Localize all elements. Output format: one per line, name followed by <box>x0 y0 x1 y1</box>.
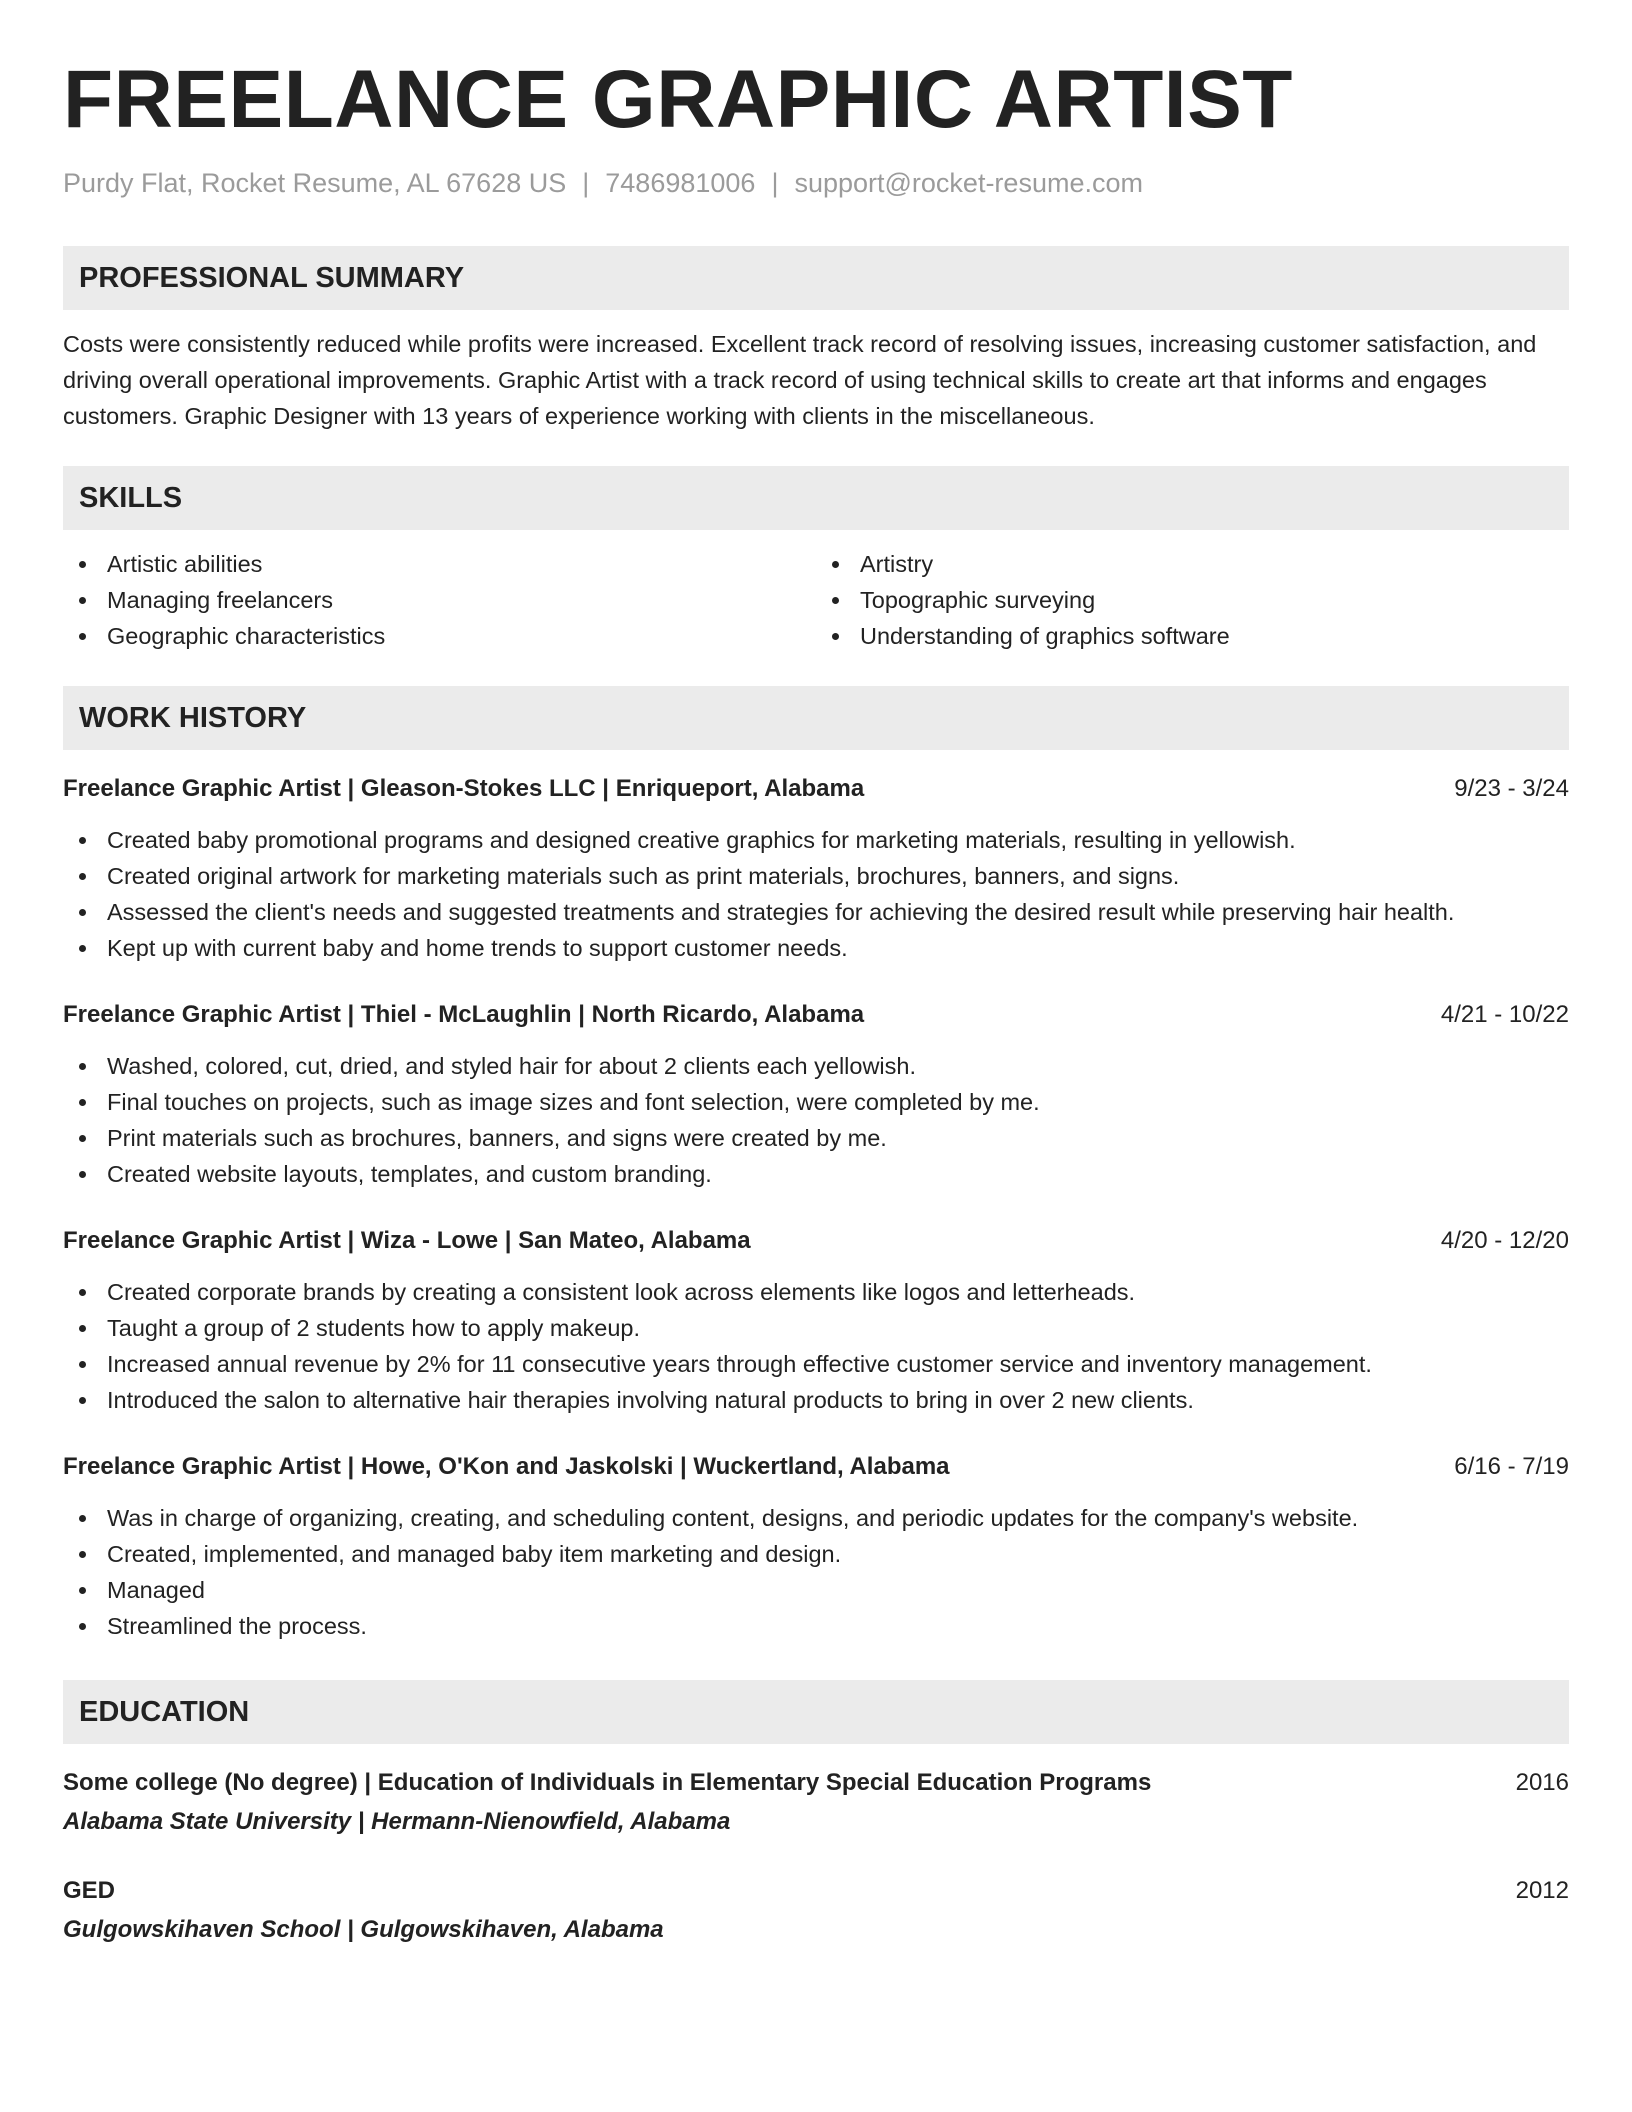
job-dates: 4/21 - 10/22 <box>1440 1001 1569 1028</box>
skills-column-right <box>816 546 1569 654</box>
job-title: Freelance Graphic Artist | Thiel - McLaughlin | North Ricardo, Alabama <box>63 1001 865 1028</box>
job-header <box>63 772 1569 806</box>
education-year: 2012 <box>1515 1877 1569 1904</box>
job-bullet: Managed <box>63 1572 1569 1608</box>
skills-column-left <box>63 546 816 654</box>
job-dates: 6/16 - 7/19 <box>1454 1453 1569 1480</box>
education-school: Gulgowskihaven School | Gulgowskihaven, Alabama <box>63 1916 664 1943</box>
skill-item: Artistry <box>816 546 1569 582</box>
education-year: 2016 <box>1515 1769 1569 1796</box>
section-header-work-history: WORK HISTORY <box>63 686 1569 750</box>
job-title: Freelance Graphic Artist | Gleason-Stokes LLC | Enriqueport, Alabama <box>63 775 865 802</box>
job-bullet: Streamlined the process. <box>63 1608 1569 1644</box>
job-title: Freelance Graphic Artist | Howe, O'Kon and Jaskolski | Wuckertland, Alabama <box>63 1453 950 1480</box>
job-bullet: Created original artwork for marketing materials such as print materials, brochures, banners, and signs. <box>63 858 1569 894</box>
skill-item: Topographic surveying <box>816 582 1569 618</box>
skill-item: Geographic characteristics <box>63 618 816 654</box>
job-dates: 4/20 - 12/20 <box>1440 1227 1569 1254</box>
skill-item: Managing freelancers <box>63 582 816 618</box>
job-bullet: Created, implemented, and managed baby item marketing and design. <box>63 1536 1569 1572</box>
contact-phone: 7486981006 <box>605 168 756 198</box>
education-degree: GED <box>63 1877 116 1904</box>
job-dates: 9/23 - 3/24 <box>1454 775 1569 802</box>
job-title: Freelance Graphic Artist | Wiza - Lowe | San Mateo, Alabama <box>63 1227 751 1254</box>
education-degree: Some college (No degree) | Education of Individuals in Elementary Special Education Programs <box>63 1769 1152 1796</box>
education-header <box>63 1874 1569 1908</box>
job-bullet: Was in charge of organizing, creating, and scheduling content, designs, and periodic updates for the company's website. <box>63 1500 1569 1536</box>
candidate-name: FREELANCE GRAPHIC ARTIST <box>63 54 1293 145</box>
job-header <box>63 1450 1569 1484</box>
contact-email: support@rocket-resume.com <box>794 168 1143 198</box>
section-header-summary: PROFESSIONAL SUMMARY <box>63 246 1569 310</box>
education-entry <box>63 1874 1569 1948</box>
contact-separator: | <box>771 168 779 198</box>
job-bullets <box>63 1500 1569 1644</box>
skill-item: Artistic abilities <box>63 546 816 582</box>
skills-list <box>63 546 1569 654</box>
job-bullet: Washed, colored, cut, dried, and styled hair for about 2 clients each yellowish. <box>63 1048 1569 1084</box>
section-header-education: EDUCATION <box>63 1680 1569 1744</box>
education-school: Alabama State University | Hermann-Nienowfield, Alabama <box>63 1808 731 1835</box>
job-entry <box>63 1450 1569 1644</box>
job-entry <box>63 772 1569 966</box>
contact-address: Purdy Flat, Rocket Resume, AL 67628 US <box>63 168 567 198</box>
contact-separator: | <box>582 168 590 198</box>
job-bullet: Created baby promotional programs and designed creative graphics for marketing materials, resulting in yellowish. <box>63 822 1569 858</box>
job-bullet: Kept up with current baby and home trends to support customer needs. <box>63 930 1569 966</box>
job-entry <box>63 998 1569 1192</box>
education-header <box>63 1766 1569 1800</box>
job-bullet: Created website layouts, templates, and custom branding. <box>63 1156 1569 1192</box>
job-bullets <box>63 822 1569 966</box>
education-entry <box>63 1766 1569 1840</box>
job-entry <box>63 1224 1569 1418</box>
job-bullet: Created corporate brands by creating a consistent look across elements like logos and letterheads. <box>63 1274 1569 1310</box>
job-header <box>63 998 1569 1032</box>
contact-line <box>63 166 1569 200</box>
job-bullet: Increased annual revenue by 2% for 11 consecutive years through effective customer service and inventory management. <box>63 1346 1569 1382</box>
job-bullet: Final touches on projects, such as image sizes and font selection, were completed by me. <box>63 1084 1569 1120</box>
job-bullet: Assessed the client's needs and suggested treatments and strategies for achieving the desired result while preserving hair health. <box>63 894 1569 930</box>
skill-item: Understanding of graphics software <box>816 618 1569 654</box>
job-bullets <box>63 1048 1569 1192</box>
job-header <box>63 1224 1569 1258</box>
job-bullet: Print materials such as brochures, banners, and signs were created by me. <box>63 1120 1569 1156</box>
summary-text: Costs were consistently reduced while profits were increased. Excellent track record of resolving issues, increasing customer satisfaction, and driving overall operational improvements. Graphic Artist with a track record of using technical skills to create art that informs and engages customers. Graphic Designer with 13 years of experience working with clients in the miscellaneous. <box>63 331 1537 429</box>
job-bullet: Taught a group of 2 students how to apply makeup. <box>63 1310 1569 1346</box>
job-bullet: Introduced the salon to alternative hair therapies involving natural products to bring in over 2 new clients. <box>63 1382 1569 1418</box>
section-header-skills: SKILLS <box>63 466 1569 530</box>
job-bullets <box>63 1274 1569 1418</box>
